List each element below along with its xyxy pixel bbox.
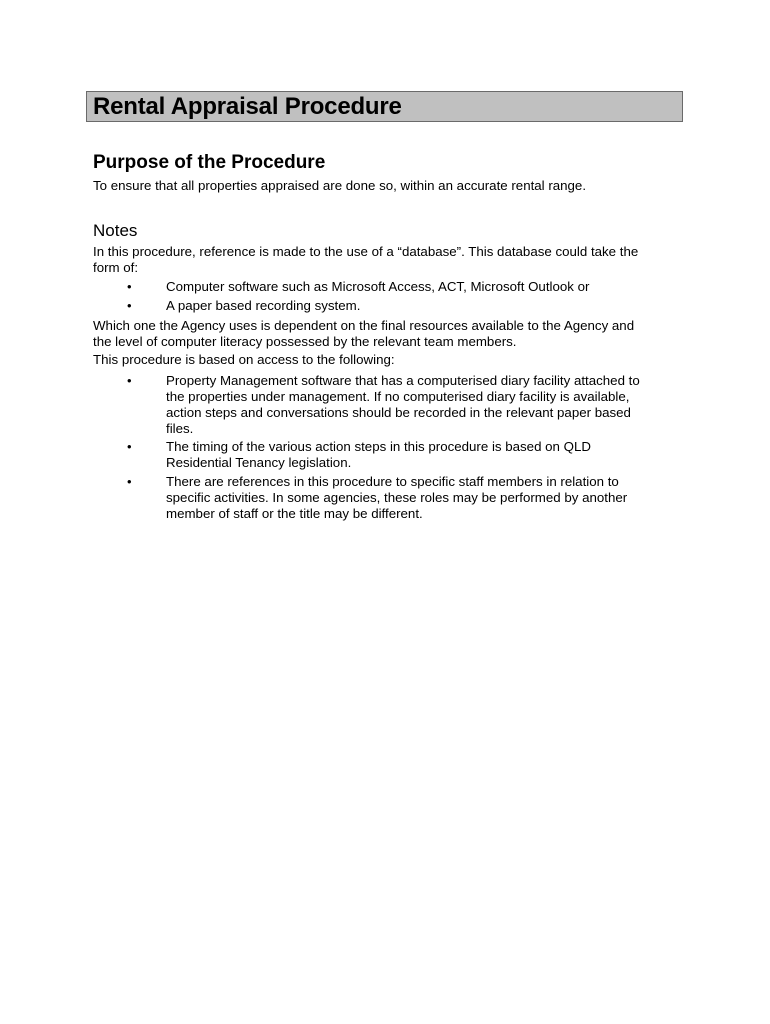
document-title: Rental Appraisal Procedure — [93, 93, 402, 120]
list-item-line: specific activities. In some agencies, these roles may be performed by another — [166, 490, 628, 505]
list-item — [93, 373, 693, 439]
bullet-icon: • — [127, 373, 132, 388]
access-intro — [93, 352, 693, 368]
list-item-line: files. — [166, 421, 194, 436]
access-intro-line: This procedure is based on access to the following: — [93, 352, 395, 367]
notes-intro-line: In this procedure, reference is made to the use of a “database”. This database could take the — [93, 244, 639, 259]
list-item-text: Computer software such as Microsoft Access, ACT, Microsoft Outlook or — [166, 279, 590, 294]
agency-paragraph — [93, 318, 693, 350]
list-item-line: The timing of the various action steps in this procedure is based on QLD — [166, 439, 591, 454]
list-item-line: Property Management software that has a computerised diary facility attached to — [166, 373, 640, 388]
purpose-text: To ensure that all properties appraised are done so, within an accurate rental range. — [93, 178, 587, 193]
list-item — [93, 474, 693, 522]
list-item — [93, 298, 693, 314]
list-item-line: member of staff or the title may be different. — [166, 506, 423, 521]
list-item-line: There are references in this procedure to specific staff members in relation to — [166, 474, 619, 489]
bullet-icon: • — [127, 474, 132, 489]
list-item-line: the properties under management. If no computerised diary facility is available, — [166, 389, 630, 404]
agency-line: Which one the Agency uses is dependent on the final resources available to the Agency and — [93, 318, 635, 333]
notes-intro-line: form of: — [93, 260, 139, 275]
title-banner — [86, 91, 683, 122]
bullet-icon: • — [127, 439, 132, 454]
agency-line: the level of computer literacy possessed by the relevant team members. — [93, 334, 517, 349]
list-item-line: action steps and conversations should be recorded in the relevant paper based — [166, 405, 631, 420]
bullet-icon: • — [127, 279, 132, 294]
list-item-text: A paper based recording system. — [166, 298, 361, 313]
access-items-list — [93, 373, 693, 522]
notes-intro-paragraph — [93, 244, 693, 276]
list-item — [93, 279, 693, 298]
database-options-list — [93, 279, 693, 314]
bullet-icon: • — [127, 298, 132, 313]
list-item — [93, 439, 693, 474]
purpose-heading: Purpose of the Procedure — [93, 152, 326, 173]
notes-heading: Notes — [93, 221, 138, 240]
list-item-line: Residential Tenancy legislation. — [166, 455, 352, 470]
